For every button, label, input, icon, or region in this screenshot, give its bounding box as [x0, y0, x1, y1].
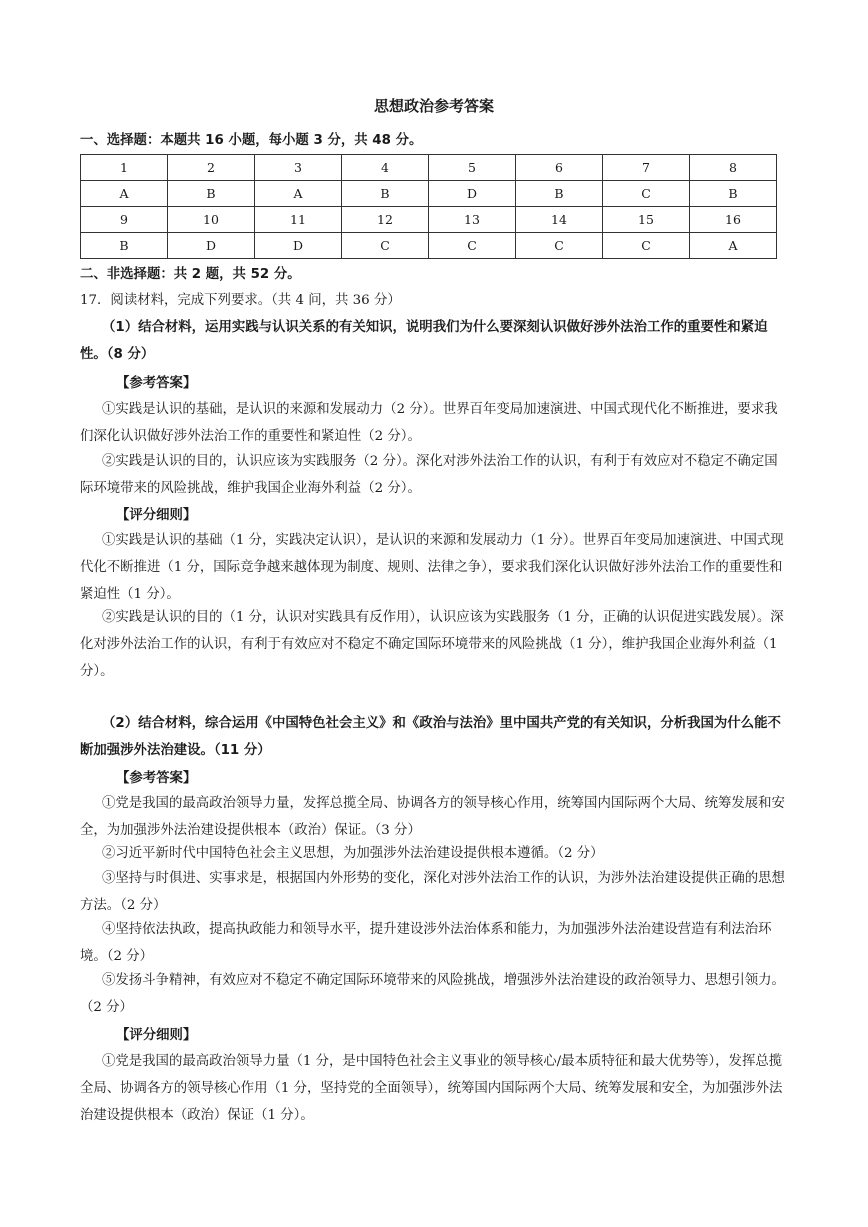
- q1-rule-1: ①实践是认识的基础（1 分，实践决定认识），是认识的来源和发展动力（1 分）。世界百年变局加速演进、中国式现代化不断推进（1 分，国际竞争越来越体现为制度、规则、法律之争），要求我们深化认识做好涉外法治工作的重要性和紧迫性（1 分）。: [80, 533, 784, 602]
- table-cell: C: [516, 233, 603, 259]
- scoring-rules-label: 【评分细则】: [116, 508, 197, 523]
- table-cell: 4: [342, 155, 429, 181]
- table-cell: B: [342, 181, 429, 207]
- question-1-title: （1）结合材料，运用实践与认识关系的有关知识，说明我们为什么要深刻认识做好涉外法治工作的重要性和紧迫性。（8 分）: [80, 320, 768, 362]
- table-cell: D: [168, 233, 255, 259]
- table-cell: 2: [168, 155, 255, 181]
- section-heading-nonchoice: 二、非选择题：共 2 题，共 52 分。: [80, 267, 301, 282]
- table-cell: B: [81, 233, 168, 259]
- table-row: [81, 155, 777, 181]
- table-cell: C: [429, 233, 516, 259]
- table-cell: 14: [516, 207, 603, 233]
- table-row: [81, 207, 777, 233]
- q2-rule-1: ①党是我国的最高政治领导力量（1 分，是中国特色社会主义事业的领导核心/最本质特征和最大优势等），发挥总揽全局、协调各方的领导核心作用（1 分，坚持党的全面领导），统筹国内国际两个大局、统筹发展和安全，为加强涉外法治建设提供根本（政治）保证（1 分）。: [80, 1054, 783, 1123]
- table-cell: 7: [603, 155, 690, 181]
- table-cell: A: [690, 233, 777, 259]
- table-cell: 9: [81, 207, 168, 233]
- q2-reference-1: ①党是我国的最高政治领导力量，发挥总揽全局、协调各方的领导核心作用，统筹国内国际两个大局、统筹发展和安全，为加强涉外法治建设提供根本（政治）保证。（3 分）: [80, 796, 785, 838]
- table-cell: 15: [603, 207, 690, 233]
- q1-reference-1: ①实践是认识的基础，是认识的来源和发展动力（2 分）。世界百年变局加速演进、中国式现代化不断推进，要求我们深化认识做好涉外法治工作的重要性和紧迫性（2 分）。: [80, 402, 778, 444]
- table-cell: 6: [516, 155, 603, 181]
- table-cell: D: [429, 181, 516, 207]
- table-row: [81, 181, 777, 207]
- reference-answer-label: 【参考答案】: [116, 376, 197, 391]
- table-cell: B: [168, 181, 255, 207]
- table-cell: C: [603, 181, 690, 207]
- table-cell: C: [342, 233, 429, 259]
- table-cell: A: [81, 181, 168, 207]
- table-cell: 11: [255, 207, 342, 233]
- question-2-title: （2）结合材料，综合运用《中国特色社会主义》和《政治与法治》里中国共产党的有关知识，分析我国为什么能不断加强涉外法治建设。（11 分）: [80, 716, 781, 758]
- table-cell: 12: [342, 207, 429, 233]
- table-cell: 10: [168, 207, 255, 233]
- q1-reference-2: ②实践是认识的目的，认识应该为实践服务（2 分）。深化对涉外法治工作的认识，有利于有效应对不稳定不确定国际环境带来的风险挑战，维护我国企业海外利益（2 分）。: [80, 454, 778, 496]
- q2-reference-5: ⑤发扬斗争精神，有效应对不稳定不确定国际环境带来的风险挑战，增强涉外法治建设的政治领导力、思想引领力。（2 分）: [80, 973, 785, 1015]
- table-cell: A: [255, 181, 342, 207]
- page-title: 思想政治参考答案: [373, 97, 494, 115]
- table-cell: 1: [81, 155, 168, 181]
- question-17-heading: 17．阅读材料，完成下列要求。（共 4 问，共 36 分）: [80, 293, 401, 308]
- q2-reference-2: ②习近平新时代中国特色社会主义思想，为加强涉外法治建设提供根本遵循。（2 分）: [102, 846, 604, 861]
- q2-reference-3: ③坚持与时俱进、实事求是，根据国内外形势的变化，深化对涉外法治工作的认识，为涉外法治建设提供正确的思想方法。（2 分）: [80, 871, 785, 913]
- scoring-rules-label: 【评分细则】: [116, 1028, 197, 1043]
- table-cell: D: [255, 233, 342, 259]
- table-cell: 13: [429, 207, 516, 233]
- table-row: [81, 233, 777, 259]
- table-cell: 16: [690, 207, 777, 233]
- q2-reference-4: ④坚持依法执政，提高执政能力和领导水平，提升建设涉外法治体系和能力，为加强涉外法治建设营造有利法治环境。（2 分）: [80, 922, 772, 964]
- table-cell: C: [603, 233, 690, 259]
- section-heading-choice: 一、选择题：本题共 16 小题，每小题 3 分，共 48 分。: [80, 133, 423, 148]
- reference-answer-label: 【参考答案】: [116, 771, 197, 786]
- table-cell: 8: [690, 155, 777, 181]
- table-cell: 5: [429, 155, 516, 181]
- q1-rule-2: ②实践是认识的目的（1 分，认识对实践具有反作用），认识应该为实践服务（1 分，正确的认识促进实践发展）。深化对涉外法治工作的认识，有利于有效应对不稳定不确定国际环境带来的风险挑战（1 分），维护我国企业海外利益（1 分）。: [80, 610, 784, 679]
- table-cell: 3: [255, 155, 342, 181]
- table-cell: B: [690, 181, 777, 207]
- answer-table: [80, 154, 777, 259]
- table-cell: B: [516, 181, 603, 207]
